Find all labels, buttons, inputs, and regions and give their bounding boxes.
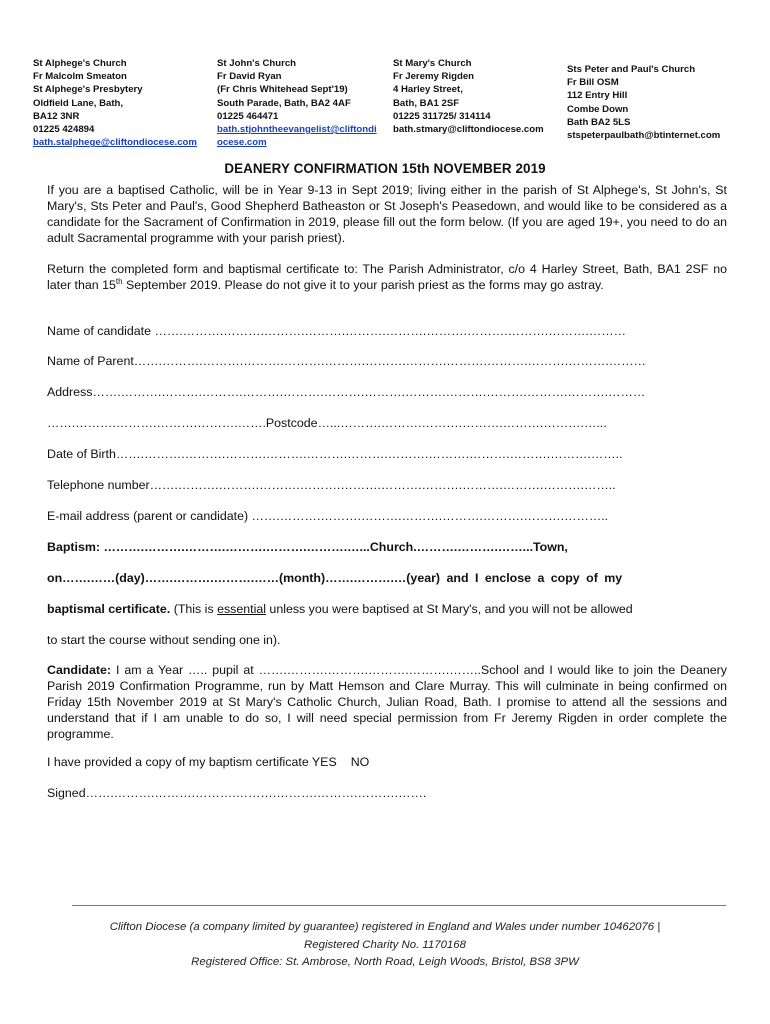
signature-field[interactable]: Signed…….……….……….……….……….……….……….……….……. — [47, 786, 427, 800]
return-text-part1: Return the completed form and baptismal certificate to: The Parish Administrator, c/o 4 Harley Street, Bath, BA1 2SF no later than 15 — [47, 262, 727, 292]
contact-line: Fr David Ryan — [217, 71, 282, 83]
certificate-question-yes[interactable]: I have provided a copy of my baptism certificate YES — [47, 755, 337, 769]
ordinal-suffix: th — [115, 276, 123, 286]
contact-line: 01225 464471 — [217, 110, 279, 122]
baptism-date-field[interactable]: on…….……(day)…….……….……….……(month)…….……….…(year) and I enclose a copy of my — [47, 571, 623, 585]
return-instructions — [47, 261, 727, 293]
candidate-statement-text: I am a Year ….. pupil at …….……….……….……….……….……..School and I would like to join the Deanery Parish 2019 Confirmation Programme, run by Matt Hemson and Clare Murray. This will culminate in being confirmed on Friday 15th November 2019 at St Mary's Catholic Church, Julian Road, Bath. I promise to attend all the sessions and understand that if I am unable to do so, I will need special permission from Fr Jeremy Rigden in order complete the programme. — [47, 663, 727, 741]
note-text: (This is — [170, 602, 218, 616]
contact-line: Fr Malcolm Smeaton — [33, 71, 127, 83]
footer-divider — [72, 905, 726, 906]
st-john-contact — [217, 57, 387, 149]
baptism-certificate-note — [47, 601, 727, 617]
contact-line: Combe Down — [567, 103, 629, 115]
contact-line: St Alphege's Church — [33, 58, 127, 69]
certificate-confirmation — [47, 754, 727, 770]
intro-paragraph: If you are a baptised Catholic, will be in Year 9-13 in Sept 2019; living either in the parish of St Alphege's, St John's, St Mary's, Sts Peter and Paul's, Good Shepherd Batheaston or St Joseph's Peasedown, and would like to be considered as a candidate for the Sacrament of Confirmation in 2019, please fill out the form below. (If you are aged 19+, you need to do an adult Sacramental programme with your parish priest). — [47, 183, 727, 245]
contact-line: Fr Jeremy Rigden — [393, 71, 475, 83]
email-field[interactable]: E-mail address (parent or candidate) …….……….……….……….……….……….……….……….……….. — [47, 509, 609, 523]
document-title: DEANERY CONFIRMATION 15th NOVEMBER 2019 — [224, 161, 546, 176]
contact-line: bath.stmary@cliftondiocese.com — [393, 124, 544, 136]
footer-line-charity: Registered Charity No. 1170168 — [304, 938, 466, 951]
st-john-email-link[interactable]: bath.stjohntheevangelist@cliftondi — [217, 124, 377, 136]
essential-word: essential — [217, 602, 266, 616]
contact-line: South Parade, Bath, BA2 4AF — [217, 97, 351, 109]
contact-line: 01225 311725/ 314114 — [393, 110, 491, 122]
return-text-part2: September 2019. Please do not give it to your parish priest as the forms may go astray. — [122, 278, 604, 292]
note-text-continued: unless you were baptised at St Mary's, and you will not be allowed — [265, 602, 633, 616]
baptism-note-end: to start the course without sending one in). — [47, 633, 281, 647]
st-john-email-link-continued[interactable]: ocese.com — [217, 137, 267, 149]
contact-line: Sts Peter and Paul's Church — [567, 64, 696, 75]
contact-line: 112 Entry Hill — [567, 90, 628, 102]
candidate-name-field[interactable]: Name of candidate …….……….……….……….……….……….……….……….……….……….……….……… — [47, 324, 626, 338]
contact-line: St Alphege's Presbytery — [33, 84, 143, 96]
st-mary-contact — [393, 57, 563, 136]
contact-line: St Mary's Church — [393, 58, 472, 69]
candidate-label: Candidate: — [47, 663, 112, 677]
candidate-statement — [47, 662, 727, 742]
contact-line: St John's Church — [217, 58, 297, 69]
certificate-label: baptismal certificate. — [47, 602, 171, 616]
st-alphege-contact — [33, 57, 208, 149]
contact-line: Oldfield Lane, Bath, — [33, 97, 124, 109]
contact-line: Bath BA2 5LS — [567, 116, 631, 128]
contact-line: (Fr Chris Whitehead Sept'19) — [217, 84, 348, 96]
footer-line-company: Clifton Diocese (a company limited by guarantee) registered in England and Wales under number 10462076 | — [109, 921, 661, 933]
contact-line: BA12 3NR — [33, 110, 80, 122]
address-field[interactable]: Address…….……….……….……….……….……….……….……….……….……….……….……….……….……… — [47, 385, 646, 399]
contact-line: Fr Bill OSM — [567, 77, 619, 89]
contact-line: 4 Harley Street, — [393, 84, 463, 96]
telephone-field[interactable]: Telephone number…….……….……….……….……….……….……….……….……….……….……….…….. — [47, 478, 616, 492]
contact-line: 01225 424894 — [33, 124, 95, 136]
contact-line: Bath, BA1 2SF — [393, 97, 460, 109]
parish-contacts-header — [33, 57, 733, 157]
st-alphege-email-link[interactable]: bath.stalphege@cliftondiocese.com — [33, 137, 197, 149]
footer — [40, 919, 730, 972]
contact-line: stspeterpaulbath@btinternet.com — [567, 130, 721, 142]
date-of-birth-field[interactable]: Date of Birth…….……….……….……….……….……….……….……….……….……….……….……….…….. — [47, 447, 623, 461]
baptism-church-town-field[interactable]: Baptism: ……….……….……….……….……….……….…...Church.……….……….……...Town, — [47, 540, 568, 554]
parent-name-field[interactable]: Name of Parent…….……….……….……….……….……….……….……….……….……….……….……….……… — [47, 354, 646, 368]
certificate-no-option[interactable]: NO — [350, 755, 370, 769]
sts-peter-paul-contact — [567, 63, 747, 142]
address-postcode-field[interactable]: …….……….……….……….……….…….Postcode…...……….……….……….……….……….……….…... — [47, 416, 607, 430]
footer-line-office: Registered Office: St. Ambrose, North Road, Leigh Woods, Bristol, BS8 3PW — [191, 956, 579, 969]
